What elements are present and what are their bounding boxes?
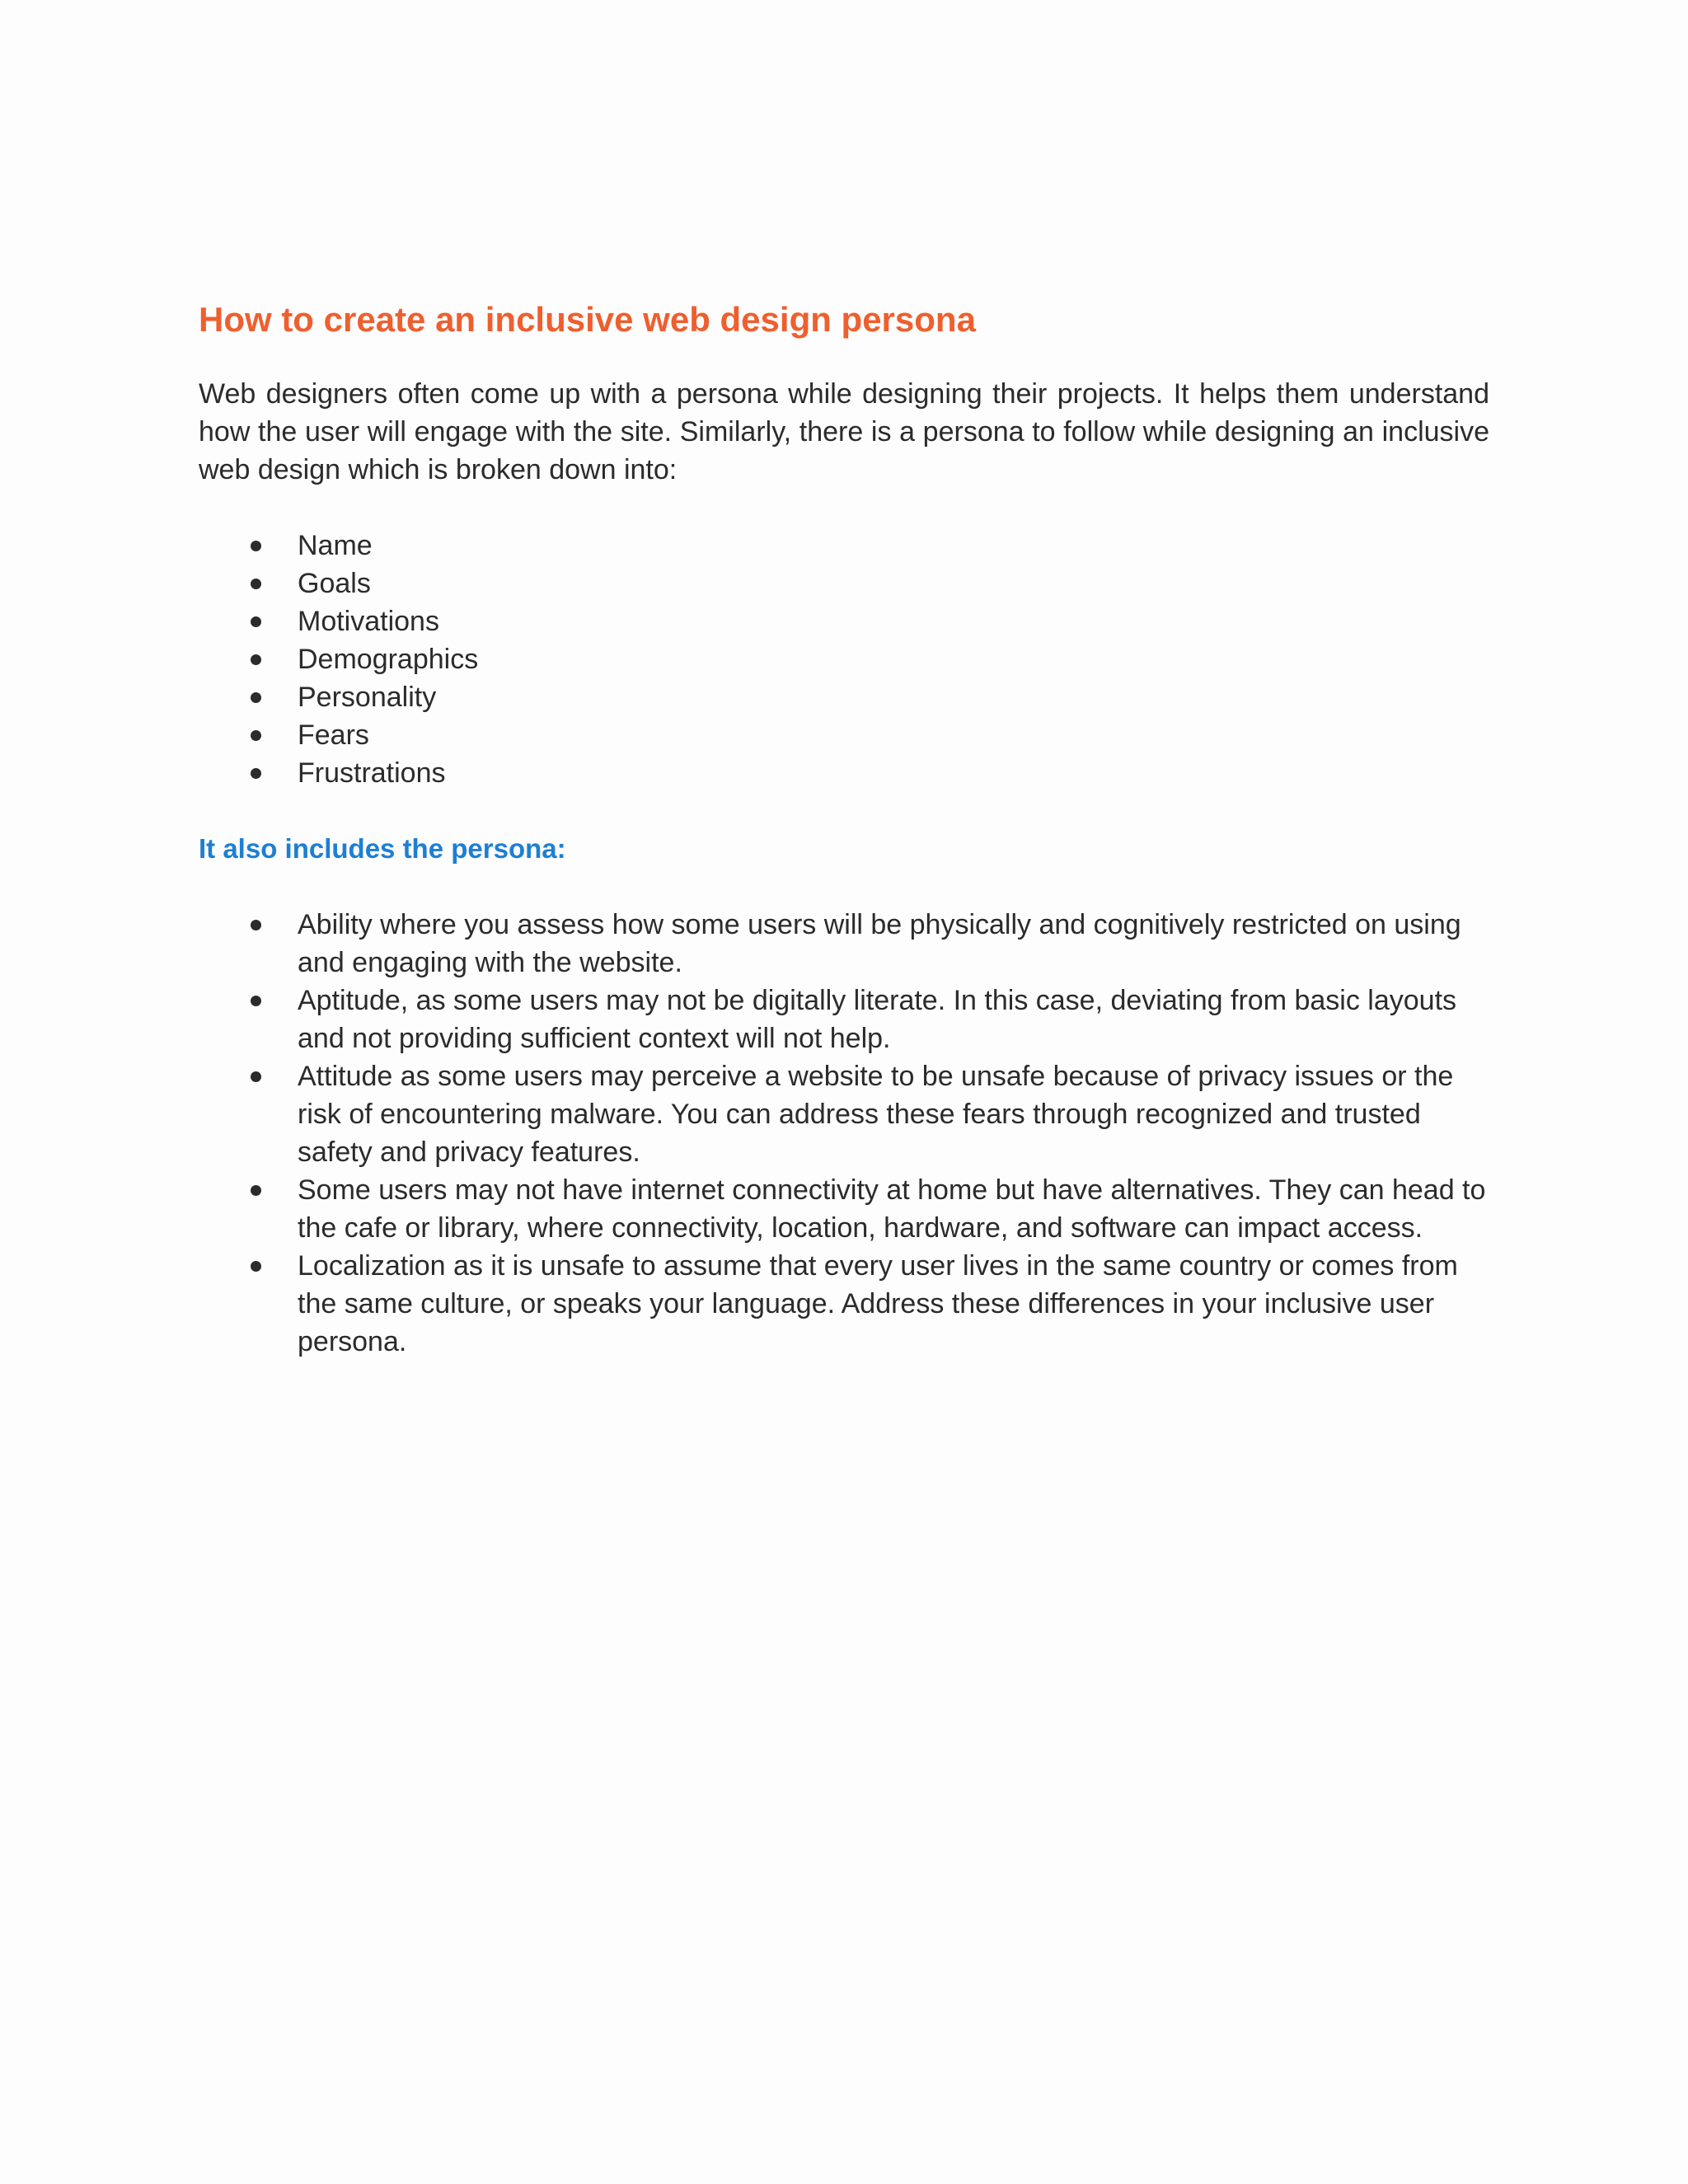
list-item — [199, 678, 1489, 716]
bullet-icon — [251, 692, 261, 703]
list-item-text: Ability where you assess how some users will be physically and cognitively restricted on using and engaging with the website. — [298, 909, 1461, 978]
list-item — [199, 906, 1489, 982]
list-item-text: Localization as it is unsafe to assume that every user lives in the same country or comes from the same culture, or speaks your language. Address these differences in your inclusive user persona. — [298, 1250, 1458, 1357]
list-item — [199, 982, 1489, 1057]
bullet-icon — [251, 996, 261, 1006]
list-item — [199, 754, 1489, 792]
list-item-text: Frustrations — [298, 757, 446, 789]
list-item-text: Personality — [298, 682, 437, 713]
intro-paragraph: Web designers often come up with a persona while designing their projects. It helps them understand how the user will engage with the site. Similarly, there is a persona to follow while designing an inclusive web design which is broken down into: — [199, 378, 1489, 485]
list-item-text: Fears — [298, 719, 369, 751]
list-item — [199, 1171, 1489, 1247]
list-item — [199, 527, 1489, 565]
document-title: How to create an inclusive web design persona — [199, 300, 976, 339]
document-page — [199, 293, 1489, 1361]
bullet-icon — [251, 541, 261, 551]
list-item-text: Attitude as some users may perceive a website to be unsafe because of privacy issues or the risk of encountering malware. You can address these fears through recognized and trusted safety and privacy features. — [298, 1061, 1454, 1168]
list-item-text: Motivations — [298, 606, 439, 637]
list-item-text: Aptitude, as some users may not be digitally literate. In this case, deviating from basic layouts and not providing sufficient context will not help. — [298, 985, 1457, 1054]
bullet-icon — [251, 730, 261, 741]
list-item — [199, 565, 1489, 602]
bullet-icon — [251, 579, 261, 589]
section-subheading: It also includes the persona: — [199, 833, 566, 864]
bullet-icon — [251, 1071, 261, 1082]
bullet-icon — [251, 1185, 261, 1196]
bullet-icon — [251, 768, 261, 779]
list-item-text: Demographics — [298, 644, 479, 675]
list-item-text: Goals — [298, 568, 371, 599]
list-item-text: Some users may not have internet connectivity at home but have alternatives. They can head to the cafe or library, where connectivity, location, hardware, and software can impact access. — [298, 1174, 1486, 1244]
list-item-text: Name — [298, 530, 373, 561]
list-item — [199, 1057, 1489, 1171]
list-item — [199, 716, 1489, 754]
bullet-icon — [251, 654, 261, 665]
list-item — [199, 602, 1489, 640]
list-item — [199, 1247, 1489, 1361]
persona-details-list — [199, 906, 1489, 1361]
bullet-icon — [251, 616, 261, 627]
list-item — [199, 640, 1489, 678]
bullet-icon — [251, 1261, 261, 1272]
persona-fields-list — [199, 527, 1489, 792]
bullet-icon — [251, 920, 261, 930]
